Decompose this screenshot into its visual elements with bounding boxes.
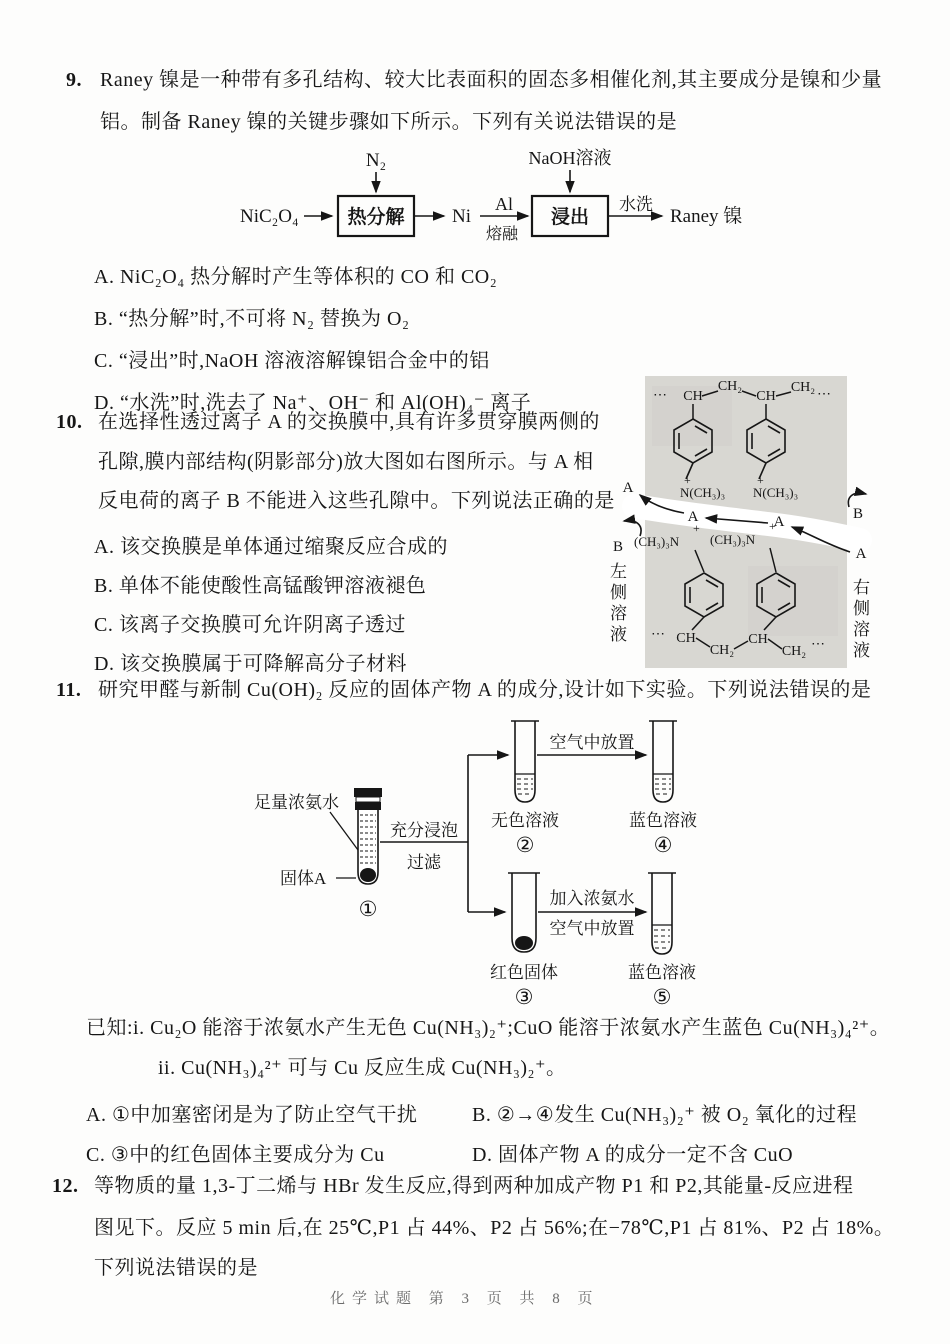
page-footer-clipped: [330, 1287, 660, 1307]
tube1-reagent-pointer: [330, 812, 358, 850]
blue-solution-label-2: 蓝色溶液: [628, 963, 696, 982]
q11-option-b: B. ②→④发生 Cu(NH₃)₂⁺ 被 O₂ 氧化的过程: [472, 1104, 858, 1126]
q12-stem-line2: 图见下。反应 5 min 后,在 25℃,P1 占 44%、P2 占 56%;在−78℃,P1 占 81%、P2 占 18%。: [94, 1217, 895, 1239]
q10-stem-line1: 在选择性透过离子 A 的交换膜中,具有许多贯穿膜两侧的: [98, 411, 600, 433]
chain-ch: CH: [683, 389, 703, 404]
flow-melt-label: 熔融: [485, 226, 519, 243]
ammonium-group-bottom: (CH₃)₃N: [710, 532, 756, 547]
tube5-circle-number: ⑤: [652, 985, 672, 1009]
q11-stem: 研究甲醛与新制 Cu(OH)₂ 反应的固体产物 A 的成分,设计如下实验。下列说法错误的是: [98, 679, 872, 701]
chain-ch: CH: [756, 389, 776, 404]
q10-number: 10.: [56, 411, 83, 433]
q11-number: 11.: [56, 679, 82, 701]
q12-stem-line1: 等物质的量 1,3-丁二烯与 HBr 发生反应,得到两种加成产物 P1 和 P2,其能量-反应进程: [94, 1175, 854, 1197]
test-tube-1: [354, 788, 382, 884]
left-solution-label: 左侧溶液: [607, 562, 626, 646]
chain-ch2: CH₂: [709, 643, 735, 658]
flow-box-thermal-label: 热分解: [347, 207, 405, 228]
blue-solution-label: 蓝色溶液: [629, 811, 697, 830]
flow-al-label: Al: [495, 194, 513, 214]
ammonium-group-top: N(CH₃)₃: [680, 485, 726, 500]
flow-n2-label: N₂: [365, 150, 387, 171]
q9-option-d: D. “水洗”时,洗去了 Na⁺、OH⁻ 和 Al(OH)₄⁻ 离子: [94, 392, 532, 414]
ion-b-label: B: [612, 539, 624, 555]
plus-charge: +: [757, 473, 764, 487]
q9-option-c: C. “浸出”时,NaOH 溶液溶解镍铝合金中的铝: [94, 350, 490, 372]
q11-option-d: D. 固体产物 A 的成分一定不含 CuO: [472, 1144, 794, 1166]
ion-a-label: A: [687, 509, 699, 525]
filter-label: 过滤: [407, 853, 441, 872]
plus-charge: +: [769, 519, 776, 533]
q11-option-a: A. ①中加塞密闭是为了防止空气干扰: [86, 1104, 418, 1126]
chain-ch: CH: [748, 632, 768, 647]
ammonium-group-bottom: (CH₃)₃N: [634, 534, 680, 549]
chain-dots: ⋯: [651, 627, 665, 642]
q9-option-a: A. NiC₂O₄ 热分解时产生等体积的 CO 和 CO₂: [94, 266, 498, 288]
q11-experiment-diagram: [240, 712, 710, 1012]
q10-option-a: A. 该交换膜是单体通过缩聚反应合成的: [94, 536, 448, 558]
q10-option-d: D. 该交换膜属于可降解高分子材料: [94, 653, 407, 675]
flow-naoh-label: NaOH溶液: [528, 148, 612, 168]
tube1-reagent-label: 足量浓氨水: [254, 793, 339, 812]
flow-input-label: NiC₂O₄: [240, 206, 299, 227]
plus-charge: +: [684, 473, 691, 487]
chain-ch2: CH₂: [717, 379, 743, 394]
colorless-solution-label: 无色溶液: [491, 811, 559, 830]
ion-a-label: A: [622, 480, 634, 496]
red-solid-in-tube: [515, 936, 533, 950]
flow-box-leach-label: 浸出: [550, 207, 590, 228]
chain-ch: CH: [676, 631, 696, 646]
soak-label: 充分浸泡: [390, 821, 458, 840]
flow-wash-label: 水洗: [619, 195, 653, 214]
q9-stem-line2: 铝。制备 Raney 镍的关键步骤如下所示。下列有关说法错误的是: [100, 111, 678, 133]
ion-a-label: A: [855, 546, 867, 562]
page-footer-text: 化学试题 第 3 页 共 8 页: [330, 1291, 600, 1307]
ion-b-blocked-arrow: [848, 493, 866, 507]
chain-ch2: CH₂: [781, 644, 807, 659]
q10-membrane-figure: [598, 366, 950, 672]
air-label-bottom: 空气中放置: [549, 919, 635, 938]
plus-charge: +: [693, 521, 700, 535]
red-solid-label: 红色固体: [490, 963, 558, 982]
chain-dots: ⋯: [817, 387, 831, 402]
q9-stem-line1: Raney 镍是一种带有多孔结构、较大比表面积的固态多相催化剂,其主要成分是镍和少量: [100, 69, 883, 91]
q11-known-1: 已知:i. Cu₂O 能溶于浓氨水产生无色 Cu(NH₃)₂⁺;CuO 能溶于浓氨水产生蓝色 Cu(NH₃)₄²⁺。: [86, 1017, 891, 1039]
q9-flow-diagram: [228, 140, 748, 254]
test-tube-4: [649, 721, 677, 802]
q11-known-2: ii. Cu(NH₃)₄²⁺ 可与 Cu 反应生成 Cu(NH₃)₂⁺。: [158, 1057, 567, 1079]
tube2-circle-number: ②: [515, 833, 535, 857]
ion-b-label: B: [852, 506, 864, 522]
chain-dots: ⋯: [811, 637, 825, 652]
chain-dots: ⋯: [653, 388, 667, 403]
chain-ch2: CH₂: [790, 380, 816, 395]
flow-ni-label: Ni: [452, 206, 471, 227]
q12-number: 12.: [52, 1175, 79, 1197]
ammonium-group-top: N(CH₃)₃: [753, 485, 799, 500]
tube4-circle-number: ④: [653, 833, 673, 857]
tube3-circle-number: ③: [514, 985, 534, 1009]
q10-option-b: B. 单体不能使酸性高锰酸钾溶液褪色: [94, 575, 427, 597]
q9-number: 9.: [66, 69, 82, 91]
test-tube-5: [648, 873, 676, 954]
membrane-structure-svg: [598, 366, 950, 672]
q12-stem-line3: 下列说法错误的是: [94, 1257, 258, 1279]
q10-stem-line3: 反电荷的离子 B 不能进入这些孔隙中。下列说法正确的是: [98, 490, 615, 512]
q9-option-b: B. “热分解”时,不可将 N₂ 替换为 O₂: [94, 308, 410, 330]
q11-option-c: C. ③中的红色固体主要成分为 Cu: [86, 1144, 385, 1166]
tube1-circle-number: ①: [358, 897, 378, 921]
q10-stem-line2: 孔隙,膜内部结构(阴影部分)放大图如右图所示。与 A 相: [98, 451, 594, 473]
test-tube-2: [511, 721, 539, 802]
ion-a-label: A: [773, 514, 785, 530]
tube1-solid-label: 固体A: [280, 869, 327, 888]
right-solution-label: 右侧溶液: [850, 578, 869, 662]
add-ammonia-label: 加入浓氨水: [549, 889, 635, 908]
q10-option-c: C. 该离子交换膜可允许阴离子透过: [94, 614, 406, 636]
flow-product-label: Raney 镍: [670, 206, 743, 227]
air-label-top: 空气中放置: [549, 733, 635, 752]
